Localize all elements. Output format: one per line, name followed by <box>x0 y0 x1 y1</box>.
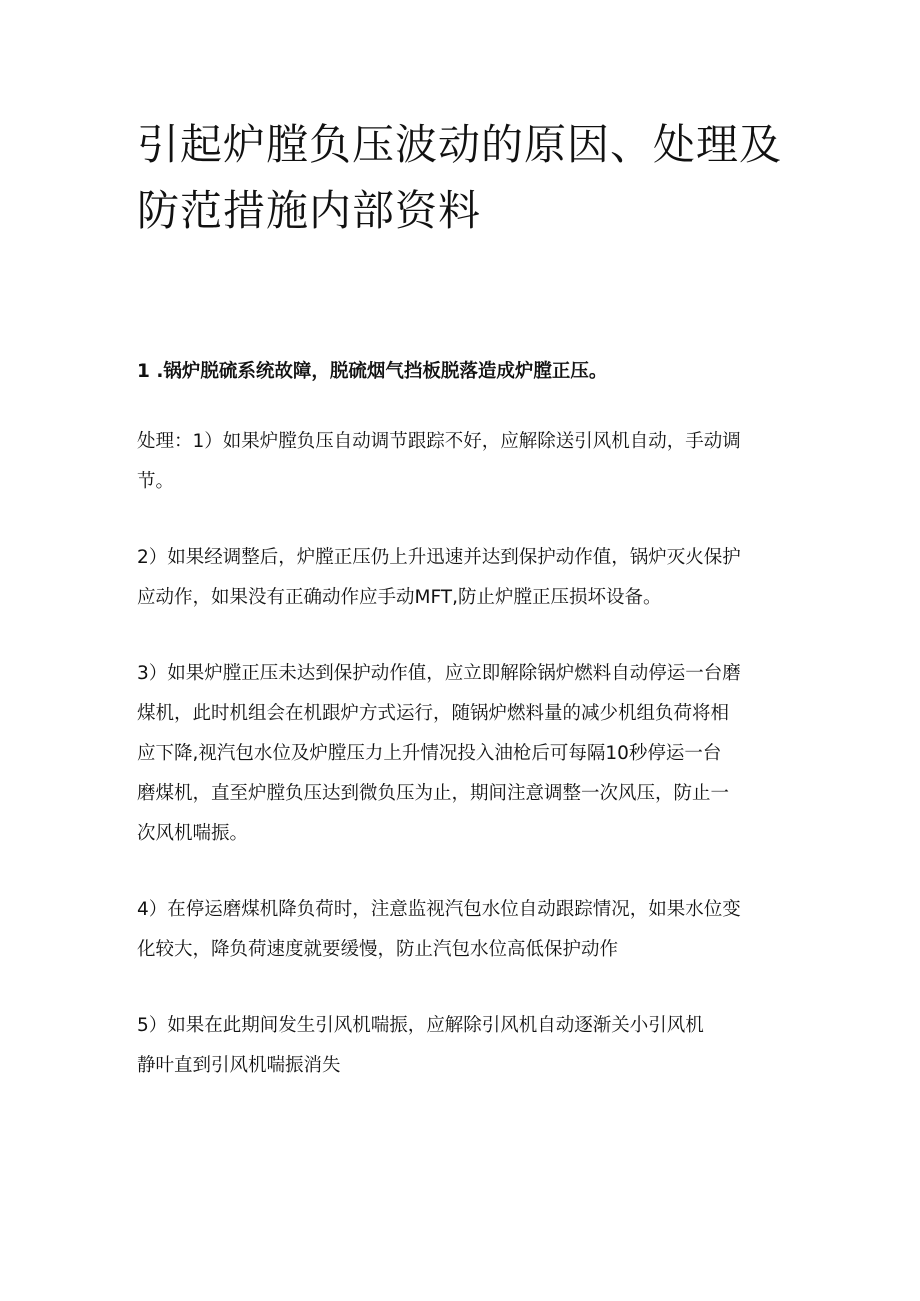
paragraph-line: 磨煤机，直至炉膛负压达到微负压为止，期间注意调整一次风压，防止一 <box>137 783 730 804</box>
section-heading: 1 .锅炉脱硫系统故障，脱硫烟气挡板脱落造成炉膛正压。 <box>137 361 608 382</box>
paragraph-line: 应动作，如果没有正确动作应手动MFT,防止炉膛正压损坏设备。 <box>137 587 662 608</box>
paragraph-line: 3）如果炉膛正压未达到保护动作值，应立即解除锅炉燃料自动停运一台磨 <box>137 663 741 684</box>
paragraph-handling-5 <box>137 1006 797 1086</box>
paragraph-line: 应下降,视汽包水位及炉膛压力上升情况投入油枪后可每隔10秒停运一台 <box>137 743 722 764</box>
paragraph-line: 煤机，此时机组会在机跟炉方式运行，随锅炉燃料量的减少机组负荷将相 <box>137 703 730 724</box>
paragraph-line: 化较大，降负荷速度就要缓慢，防止汽包水位高低保护动作 <box>137 939 619 960</box>
title-line-1: 引起炉膛负压波动的原因、处理及 <box>137 120 783 169</box>
paragraph-handling-1 <box>137 422 797 502</box>
paragraph-line: 节。 <box>137 471 175 492</box>
paragraph-line: 2）如果经调整后，炉膛正压仍上升迅速并达到保护动作值，锅炉灭火保护 <box>137 547 741 568</box>
paragraph-line: 5）如果在此期间发生引风机喘振，应解除引风机自动逐渐关小引风机 <box>137 1015 704 1036</box>
document-title <box>137 112 797 244</box>
document-body <box>137 352 797 1122</box>
title-line-2: 防范措施内部资料 <box>137 186 482 235</box>
paragraph-handling-4 <box>137 890 797 970</box>
paragraph-handling-3 <box>137 654 797 854</box>
paragraph-handling-2 <box>137 538 797 618</box>
paragraph-line: 处理：1）如果炉膛负压自动调节跟踪不好，应解除送引风机自动，手动调 <box>137 431 741 452</box>
paragraph-line: 次风机喘振。 <box>137 823 249 844</box>
paragraph-line: 静叶直到引风机喘振消失 <box>137 1055 341 1076</box>
paragraph-line: 4）在停运磨煤机降负荷时，注意监视汽包水位自动跟踪情况，如果水位变 <box>137 899 741 920</box>
